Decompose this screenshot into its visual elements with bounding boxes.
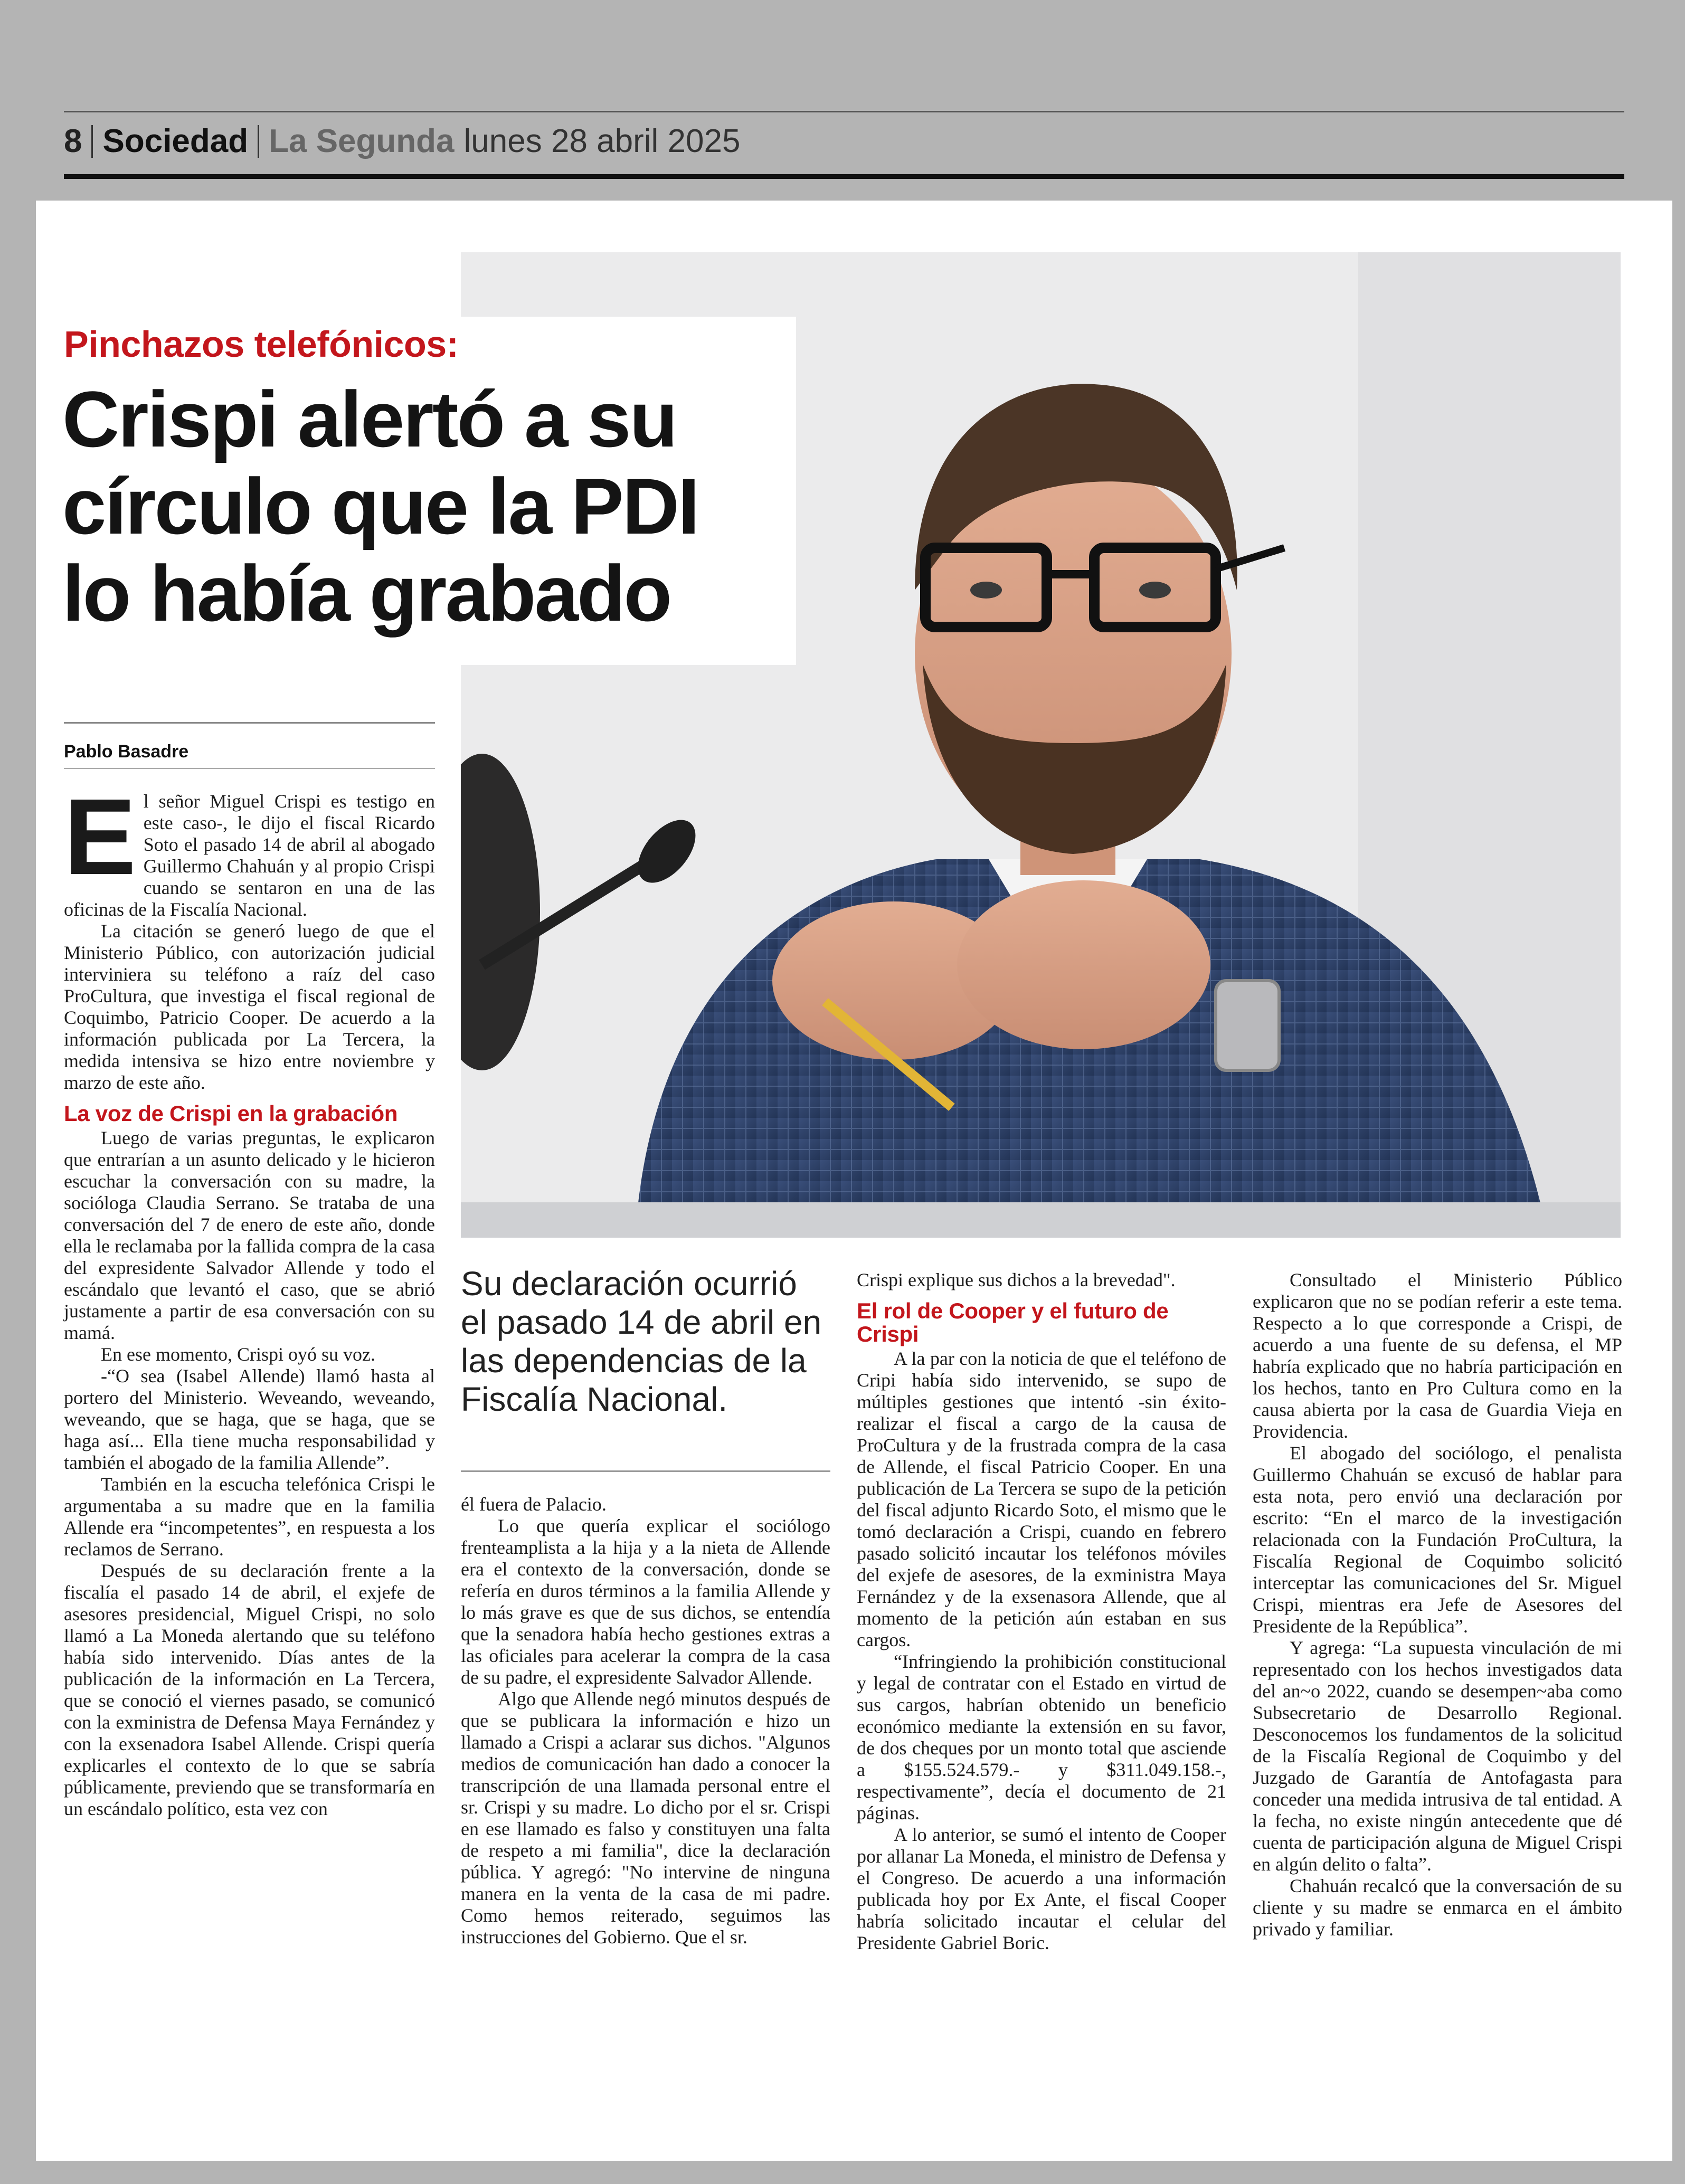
paragraph: Lo que quería explicar el sociólogo frenteamplista a la hija y a la nieta de Allende era el contexto de la conversación, donde se refería en duros términos a la familia Allende y lo más grave es que de sus dichos, se entendía que la senadora había hecho gestiones extras a las oficiales para acelerar la compra de la casa de su padre, el expresidente Salvador Allende. xyxy=(461,1515,830,1688)
byline-top-rule xyxy=(64,722,435,724)
masthead xyxy=(64,117,740,166)
paragraph: El abogado del sociólogo, el penalista Guillermo Chahuán se excusó de hablar para esta nota, pero envió una declaración por escrito: “En el marco de la investigación relacionada con la Fundación ProCultura, la Fiscalía Regional de Coquimbo solicitó interceptar las comunicaciones del Sr. Miguel Crispi, mientras era Jefe de Asesores del Presidente de la República”. xyxy=(1253,1442,1622,1637)
paragraph: -“O sea (Isabel Allende) llamó hasta al portero del Ministerio. Weveando, weveando, weveando, que se haga, que se haga, que se haga así... Ella tiene mucha responsabilidad y también el abogado de la familia Allende”. xyxy=(64,1365,435,1473)
byline-bottom-rule xyxy=(64,768,435,769)
paragraph: Consultado el Ministerio Público explicaron que no se podían referir a este tema. Respecto a lo que corresponde a Crispi, de acuerdo a una fuente de su defensa, el MP habría explicado que no habría participación en los hechos, tanto en Pro Cultura como en la causa abierta por la casa de Guardia Vieja en Providencia. xyxy=(1253,1269,1622,1442)
publication-name: La Segunda xyxy=(269,123,455,159)
paragraph: La citación se generó luego de que el Ministerio Público, con autorización judicial interviniera su teléfono a raíz del caso ProCultura, que investiga el fiscal regional de Coquimbo, Patricio Cooper. De acuerdo a la información publicada por La Tercera, la medida intensiva se hizo entre noviembre y marzo de este año. xyxy=(64,920,435,1093)
pull-quote: Su declaración ocurrió el pasado 14 de abril en las dependencias de la Fiscalía Nacional. xyxy=(461,1265,822,1418)
issue-date: lunes 28 abril 2025 xyxy=(463,123,741,159)
headline-kicker: Pinchazos telefónicos: xyxy=(64,324,459,365)
paragraph: Y agrega: “La supuesta vinculación de mi representado con los hechos investigados data del an~o 2022, cuando se desempen~aba como Subsecretario de Desarrollo Regional. Desconocemos los fundamentos de la solicitud de la Fiscalía Regional de Coquimbo y del Juzgado de Garantía de Antofagasta para conceder una medida intrusiva de tal entidad. A la fecha, no existe ningún antecedente que dé cuenta de participación alguna de Miguel Crispi en algún delito o falta”. xyxy=(1253,1637,1622,1875)
article-column-1 xyxy=(64,776,435,1820)
page-number: 8 xyxy=(64,125,93,158)
paragraph: A la par con la noticia de que el teléfono de Cripi había sido intervenido, se supo de múltiples gestiones que intentó -sin éxito- realizar el fiscal a cargo de la causa de ProCultura y de la frustrada compra de la casa de Allende, el fiscal Patricio Cooper. En una publicación de La Tercera se supo de la petición del fiscal adjunto Ricardo Soto, el mismo que le tomó declaración a Crispi, cuando en febrero pasado solicitó incautar los teléfonos móviles del exjefe de asesores, de la exministra Maya Fernández y de la exsenasora Allende, que al momento de la petición aún estaban en sus cargos. xyxy=(857,1348,1226,1650)
paragraph: él fuera de Palacio. xyxy=(461,1494,607,1515)
article-column-4 xyxy=(1253,1269,1622,1940)
lead-paragraph xyxy=(64,776,435,920)
lead-paragraph-text: l señor Miguel Crispi es testigo en este caso-, le dijo el fiscal Ricardo Soto el pasado 14 de abril al abogado Guillermo Chahuán y al propio Crispi cuando se sentaron en una de las oficinas de la Fiscalía Nacional. xyxy=(64,791,435,920)
paragraph: Luego de varias preguntas, le explicaron que entrarían a un asunto delicado y le hicieron escuchar la conversación con su madre, la socióloga Claudia Serrano. Se trataba de una conversación del 7 de enero de este año, donde ella le reclamaba por la fallida compra de la casa del expresidente Salvador Allende y todo el escándalo que levantó el caso, que se abrió justamente a partir de esa conversación con su mamá. xyxy=(64,1127,435,1343)
pull-quote-rule xyxy=(461,1470,830,1472)
headline-line-1: Crispi alertó a su xyxy=(62,375,677,463)
paragraph: A lo anterior, se sumó el intento de Cooper por allanar La Moneda, el ministro de Defensa y el Congreso. De acuerdo a una información publicada hoy por Ex Ante, el fiscal Cooper habría solicitado incautar el celular del Presidente Gabriel Boric. xyxy=(857,1824,1226,1953)
article-column-2 xyxy=(461,1494,830,1948)
section-name: Sociedad xyxy=(93,125,259,158)
paragraph: Chahuán recalcó que la conversación de su cliente y su madre se enmarca en el ámbito privado y familiar. xyxy=(1253,1875,1622,1940)
masthead-top-rule xyxy=(64,111,1624,112)
paragraph: Después de su declaración frente a la fiscalía el pasado 14 de abril, el exjefe de asesores presidencial, Miguel Crispi, no solo llamó a La Moneda alertando que su teléfono había sido intervenido. Días antes de la publicación de la información en La Tercera, que se conoció el viernes pasado, se comunicó con la exministra de Defensa Maya Fernández y con la exsenadora Isabel Allende. Crispi quería explicarles el contexto de lo que se sabría públicamente, previendo que se transformaría en un escándalo político, esta vez con xyxy=(64,1560,435,1819)
paragraph: También en la escucha telefónica Crispi le argumentaba a su madre que en la familia Allende era “incompetentes”, en respuesta a los reclamos de Serrano. xyxy=(64,1474,435,1560)
masthead-bottom-rule xyxy=(64,174,1624,179)
headline xyxy=(62,376,796,637)
headline-line-2: círculo que la PDI xyxy=(62,462,698,550)
headline-line-3: lo había grabado xyxy=(62,549,671,638)
subhead-rol-cooper: El rol de Cooper y el futuro de Crispi xyxy=(857,1298,1169,1346)
subhead-voz-crispi: La voz de Crispi en la grabación xyxy=(64,1101,398,1126)
article-column-3 xyxy=(857,1269,1226,1954)
byline: Pablo Basadre xyxy=(64,742,189,762)
paragraph: “Infringiendo la prohibición constitucional y legal de contratar con el Estado en virtud de sus cargos, habrían obtenido un beneficio económico mediante la extensión en su favor, de dos cheques por un monto total que asciende a $155.524.579.- y $311.049.158.-, respectivamente”, decía el documento de 21 páginas. xyxy=(857,1651,1226,1824)
paragraph: Algo que Allende negó minutos después de que se publicara la información e hizo un llamado a Crispi a aclarar sus dichos. "Algunos medios de comunicación han dado a conocer la transcripción de una llamada personal entre el sr. Crispi y su madre. Lo dicho por el sr. Crispi en ese llamado es falso y constituyen una falta de respeto a mi familia", dice la declaración pública. Y agregó: "No intervine de ninguna manera en la venta de la casa de mi padre. Como hemos reiterado, seguimos las instrucciones del Gobierno. Que el sr. xyxy=(461,1688,830,1948)
paragraph: En ese momento, Crispi oyó su voz. xyxy=(101,1344,375,1365)
drop-cap: E xyxy=(64,776,136,897)
paragraph: Crispi explique sus dichos a la brevedad". xyxy=(857,1269,1176,1290)
